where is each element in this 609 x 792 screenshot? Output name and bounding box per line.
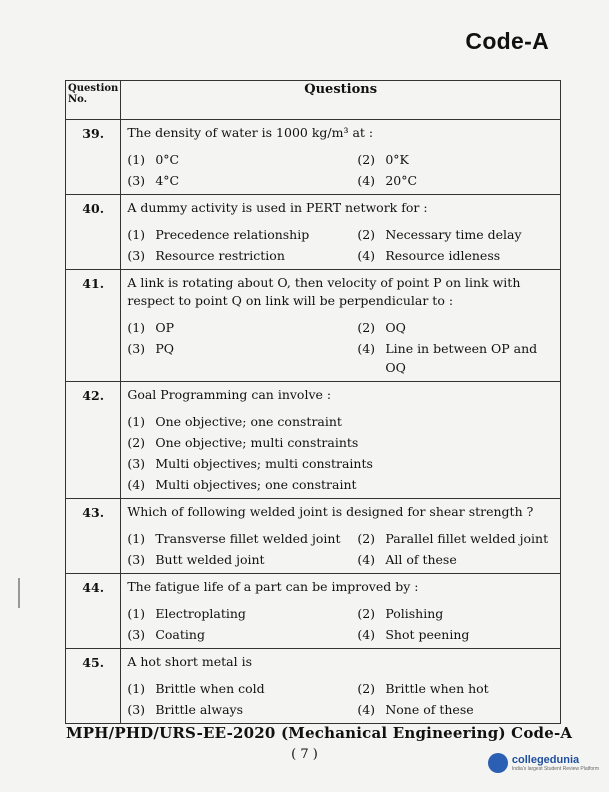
options-list: [127, 225, 554, 265]
questions-table: [65, 80, 561, 724]
option-item: [127, 318, 357, 337]
option-text: Resource restriction: [155, 248, 285, 263]
option-number: (4): [127, 477, 146, 492]
options-list: [127, 529, 554, 569]
question-row: [66, 574, 561, 649]
option-text: OP: [155, 320, 175, 335]
watermark-logo: [488, 753, 599, 773]
collegedunia-logo-icon: [488, 753, 508, 773]
question-text: Goal Programming can involve :: [127, 387, 332, 402]
watermark-name: collegedunia: [511, 754, 580, 766]
options-list: [127, 679, 554, 719]
option-number: (3): [127, 248, 146, 263]
option-number: (1): [127, 606, 146, 621]
option-item: [357, 225, 554, 244]
option-text: Resource idleness: [385, 248, 501, 263]
option-text: OQ: [385, 320, 406, 335]
column-header-question-no: Question No.: [66, 81, 121, 120]
option-item: [357, 171, 554, 190]
option-item: [127, 454, 554, 473]
option-item: [357, 529, 554, 548]
option-text: 0°K: [385, 152, 409, 167]
option-text: Butt welded joint: [155, 552, 265, 567]
question-body: [121, 382, 561, 499]
exam-footer: MPH/PHD/URS-EE-2020 (Mechanical Engineering) Code-A: [66, 724, 573, 742]
options-list: [127, 318, 554, 377]
option-number: (3): [127, 552, 146, 567]
option-number: (3): [127, 173, 146, 188]
question-text: The fatigue life of a part can be improved by :: [127, 579, 419, 594]
option-number: (1): [127, 152, 146, 167]
option-text: Shot peening: [385, 627, 470, 642]
option-number: (1): [127, 681, 146, 696]
option-number: (4): [357, 341, 376, 356]
question-row: [66, 195, 561, 270]
question-number: 44.: [66, 574, 121, 649]
option-text: One objective; multi constraints: [155, 435, 359, 450]
option-text: Line in between OP and OQ: [385, 341, 538, 375]
option-text: All of these: [385, 552, 457, 567]
question-number: 40.: [66, 195, 121, 270]
watermark-tagline: India's largest Student Review Platform: [511, 766, 599, 772]
option-number: (4): [357, 702, 376, 717]
option-item: [127, 700, 357, 719]
question-row: [66, 270, 561, 382]
option-number: (4): [357, 627, 376, 642]
option-item: [127, 625, 357, 644]
option-item: [127, 679, 357, 698]
option-number: (2): [357, 531, 376, 546]
option-text: 0°C: [155, 152, 180, 167]
question-row: [66, 499, 561, 574]
question-row: [66, 382, 561, 499]
option-number: (3): [127, 627, 146, 642]
option-item: [127, 604, 357, 623]
option-text: Polishing: [385, 606, 444, 621]
option-number: (2): [127, 435, 146, 450]
option-number: (2): [357, 320, 376, 335]
question-row: [66, 649, 561, 724]
options-list: [127, 412, 554, 494]
option-item: [357, 679, 554, 698]
option-item: [357, 339, 554, 377]
option-item: [127, 150, 357, 169]
question-body: [121, 195, 561, 270]
option-item: [127, 433, 554, 452]
question-body: [121, 649, 561, 724]
question-body: [121, 270, 561, 382]
option-item: [357, 625, 554, 644]
option-number: (4): [357, 248, 376, 263]
page-number: ( 7 ): [291, 747, 318, 762]
option-text: Brittle when hot: [385, 681, 489, 696]
option-text: None of these: [385, 702, 474, 717]
option-number: (3): [127, 341, 146, 356]
option-text: Coating: [155, 627, 205, 642]
question-text: A link is rotating about O, then velocity of point P on link with respect to point Q on link will be perpendicular to :: [127, 275, 521, 308]
option-text: Transverse fillet welded joint: [155, 531, 341, 546]
question-text: A hot short metal is: [127, 654, 252, 669]
margin-mark: [18, 578, 20, 608]
paper-code: Code-A: [465, 28, 549, 54]
option-text: Necessary time delay: [385, 227, 522, 242]
option-text: Electroplating: [155, 606, 246, 621]
option-item: [357, 700, 554, 719]
option-number: (4): [357, 173, 376, 188]
option-text: 20°C: [385, 173, 418, 188]
question-row: [66, 120, 561, 195]
option-item: [127, 412, 554, 431]
option-text: PQ: [155, 341, 175, 356]
option-number: (2): [357, 152, 376, 167]
option-text: Multi objectives; multi constraints: [155, 456, 373, 471]
question-number: 41.: [66, 270, 121, 382]
question-body: [121, 499, 561, 574]
question-number: 39.: [66, 120, 121, 195]
option-item: [357, 150, 554, 169]
question-text: A dummy activity is used in PERT network for :: [127, 200, 428, 215]
option-number: (2): [357, 606, 376, 621]
option-number: (1): [127, 531, 146, 546]
option-text: 4°C: [155, 173, 180, 188]
option-item: [127, 550, 357, 569]
option-number: (1): [127, 414, 146, 429]
option-number: (1): [127, 227, 146, 242]
option-number: (3): [127, 702, 146, 717]
option-number: (4): [357, 552, 376, 567]
option-item: [127, 171, 357, 190]
option-item: [357, 550, 554, 569]
option-item: [127, 246, 357, 265]
option-number: (2): [357, 681, 376, 696]
question-number: 42.: [66, 382, 121, 499]
option-number: (2): [357, 227, 376, 242]
option-item: [357, 318, 554, 337]
question-text: The density of water is 1000 kg/m³ at :: [127, 125, 374, 140]
option-text: Parallel fillet welded joint: [385, 531, 549, 546]
option-number: (3): [127, 456, 146, 471]
option-number: (1): [127, 320, 146, 335]
option-text: Multi objectives; one constraint: [155, 477, 357, 492]
option-text: Brittle always: [155, 702, 243, 717]
question-text: Which of following welded joint is designed for shear strength ?: [127, 504, 534, 519]
column-header-questions: Questions: [121, 81, 561, 120]
question-number: 43.: [66, 499, 121, 574]
options-list: [127, 604, 554, 644]
option-item: [127, 225, 357, 244]
option-item: [127, 339, 357, 377]
option-text: Brittle when cold: [155, 681, 265, 696]
question-body: [121, 574, 561, 649]
options-list: [127, 150, 554, 190]
option-item: [357, 246, 554, 265]
option-text: One objective; one constraint: [155, 414, 342, 429]
question-number: 45.: [66, 649, 121, 724]
option-item: [127, 529, 357, 548]
option-text: Precedence relationship: [155, 227, 310, 242]
question-body: [121, 120, 561, 195]
option-item: [357, 604, 554, 623]
option-item: [127, 475, 554, 494]
